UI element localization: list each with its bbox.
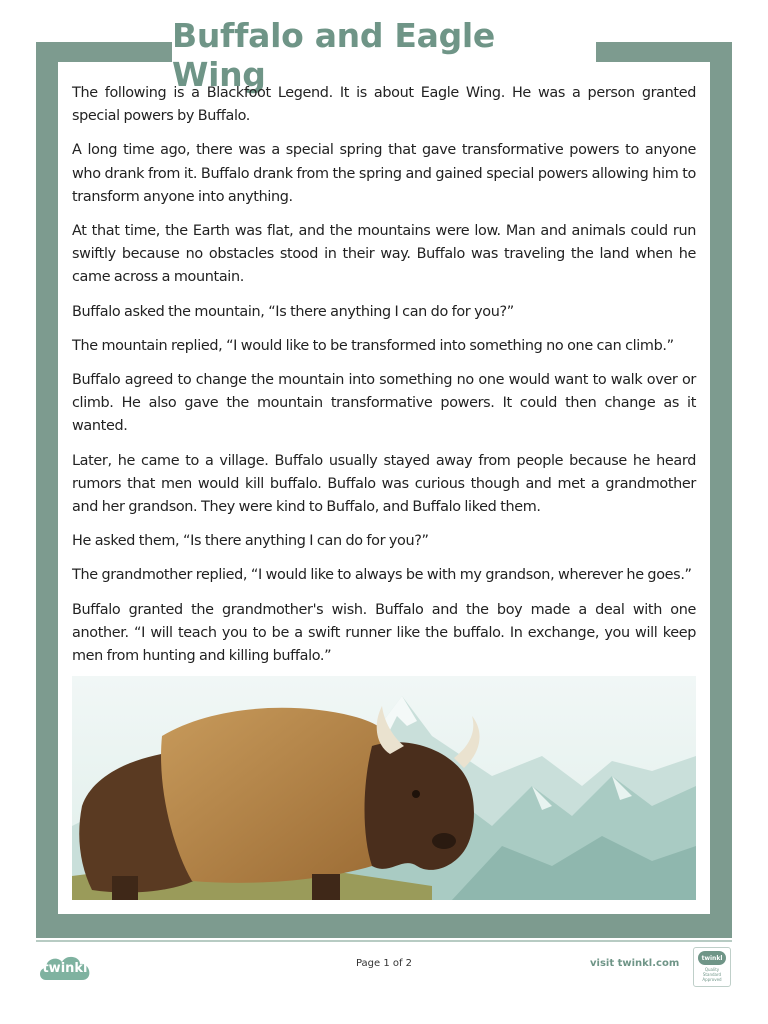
paragraph: Later, he came to a village. Buffalo usually stayed away from people because he heard rumors that men would kill buffalo. Buffalo was curious though and met a grandmother and her grandson. They were kind to Buffalo, and Buffalo liked them. [72,452,696,516]
paragraph: The mountain replied, “I would like to be transformed into something no one can climb.” [72,337,674,354]
logo-label: twinkl [42,960,88,976]
paragraph: Buffalo granted the grandmother's wish. Buffalo and the boy made a deal with one another. “I will teach you to be a swift runner like the buffalo. In exchange, you will keep men from hunting and killing buffalo.” [72,601,696,665]
page-title: Buffalo and Eagle Wing [172,26,596,84]
paragraph: The following is a Blackfoot Legend. It is about Eagle Wing. He was a person granted special powers by Buffalo. [72,85,696,125]
buffalo-illustration [72,676,696,900]
paragraph: He asked them, “Is there anything I can do for you?” [72,533,429,550]
paragraph: Buffalo asked the mountain, “Is there anything I can do for you?” [72,303,514,320]
page-number: Page 1 of 2 [355,958,413,969]
visit-link[interactable]: visit twinkl.com [590,958,680,969]
badge-logo: twinkl [698,951,726,965]
paragraph: The grandmother replied, “I would like to always be with my grandson, wherever he goes.” [72,567,692,584]
twinkl-logo[interactable] [36,950,94,986]
paragraph: At that time, the Earth was flat, and the mountains were low. Man and animals could run swiftly because no obstacles stood in their way. Buffalo was traveling the land when he came across a mountain. [72,223,696,286]
paragraph: Buffalo agreed to change the mountain into something no one would want to walk over or climb. He also gave the mountain transformative powers. It could then change as it wanted. [72,372,696,435]
quality-badge-icon [693,947,731,987]
story-text [72,82,696,679]
footer-divider [36,940,732,942]
paragraph: A long time ago, there was a special spring that gave transformative powers to anyone who drank from it. Buffalo drank from the spring and gained special powers allowing him to transform anyone into anything. [72,142,696,205]
badge-label: Quality Standard Approved [702,967,722,982]
buffalo-mountain-image [72,676,696,900]
